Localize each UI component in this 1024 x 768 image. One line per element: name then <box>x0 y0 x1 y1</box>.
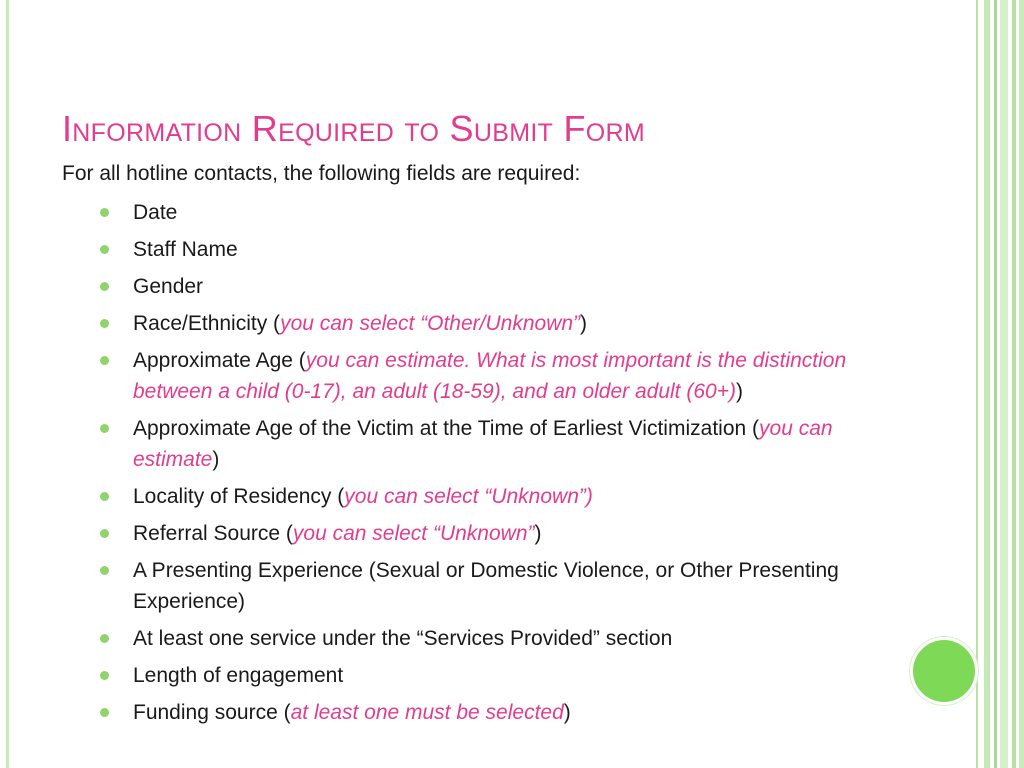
bullet-icon <box>100 356 109 365</box>
list-item <box>100 518 880 549</box>
field-after: ) <box>212 448 220 471</box>
field-label: Funding source ( <box>133 701 291 724</box>
right-decorative-stripes <box>976 0 1024 768</box>
stripe <box>976 0 978 768</box>
required-fields-list <box>100 197 880 734</box>
left-border-rule <box>6 0 9 768</box>
stripe <box>1000 0 1008 768</box>
field-note: you can select “Unknown”) <box>344 485 593 508</box>
list-item <box>100 555 880 617</box>
list-item <box>100 697 880 728</box>
list-item <box>100 345 880 407</box>
field-after: ) <box>563 701 571 724</box>
list-item <box>100 197 880 228</box>
field-label: Referral Source ( <box>133 522 293 545</box>
list-item <box>100 234 880 265</box>
list-item <box>100 308 880 339</box>
field-label: Race/Ethnicity ( <box>133 312 281 335</box>
stripe <box>994 0 997 768</box>
field-note: you can estimate. What is most important is the distinction between a child (0-17), an adult (18-59), and an older adult (60+) <box>133 349 847 403</box>
stripe <box>1019 0 1024 768</box>
field-label: Staff Name <box>133 238 238 261</box>
field-note: you can select “Unknown” <box>292 522 535 545</box>
field-note: you can estimate <box>133 417 833 471</box>
bullet-icon <box>100 671 109 680</box>
bullet-icon <box>100 566 109 575</box>
list-item <box>100 413 880 475</box>
intro-text: For all hotline contacts, the following fields are required: <box>62 162 581 185</box>
field-label: Gender <box>133 275 204 298</box>
bullet-icon <box>100 245 109 254</box>
bullet-icon <box>100 634 109 643</box>
stripe <box>1012 0 1016 768</box>
list-item <box>100 271 880 302</box>
bullet-icon <box>100 282 109 291</box>
bullet-icon <box>100 208 109 217</box>
field-after: ) <box>580 312 588 335</box>
field-label: A Presenting Experience (Sexual or Domestic Violence, or Other Presenting Experience) <box>133 559 839 613</box>
field-note: you can select “Other/Unknown” <box>280 312 581 335</box>
field-label: Approximate Age of the Victim at the Time of Earliest Victimization ( <box>133 417 760 440</box>
slide-title: Information Required to Submit Form <box>62 108 645 149</box>
list-item <box>100 660 880 691</box>
bullet-icon <box>100 424 109 433</box>
field-after: ) <box>534 522 542 545</box>
decorative-green-circle <box>913 640 975 702</box>
list-item <box>100 623 880 654</box>
field-label: Approximate Age ( <box>133 349 306 372</box>
field-label: Date <box>133 201 178 224</box>
list-item <box>100 481 880 512</box>
field-label: At least one service under the “Services Provided” section <box>133 627 673 650</box>
field-after: ) <box>735 380 743 403</box>
stripe <box>984 0 990 768</box>
bullet-icon <box>100 319 109 328</box>
field-note: at least one must be selected <box>290 701 564 724</box>
field-label: Locality of Residency ( <box>133 485 345 508</box>
bullet-icon <box>100 708 109 717</box>
bullet-icon <box>100 492 109 501</box>
field-label: Length of engagement <box>133 664 344 687</box>
bullet-icon <box>100 529 109 538</box>
